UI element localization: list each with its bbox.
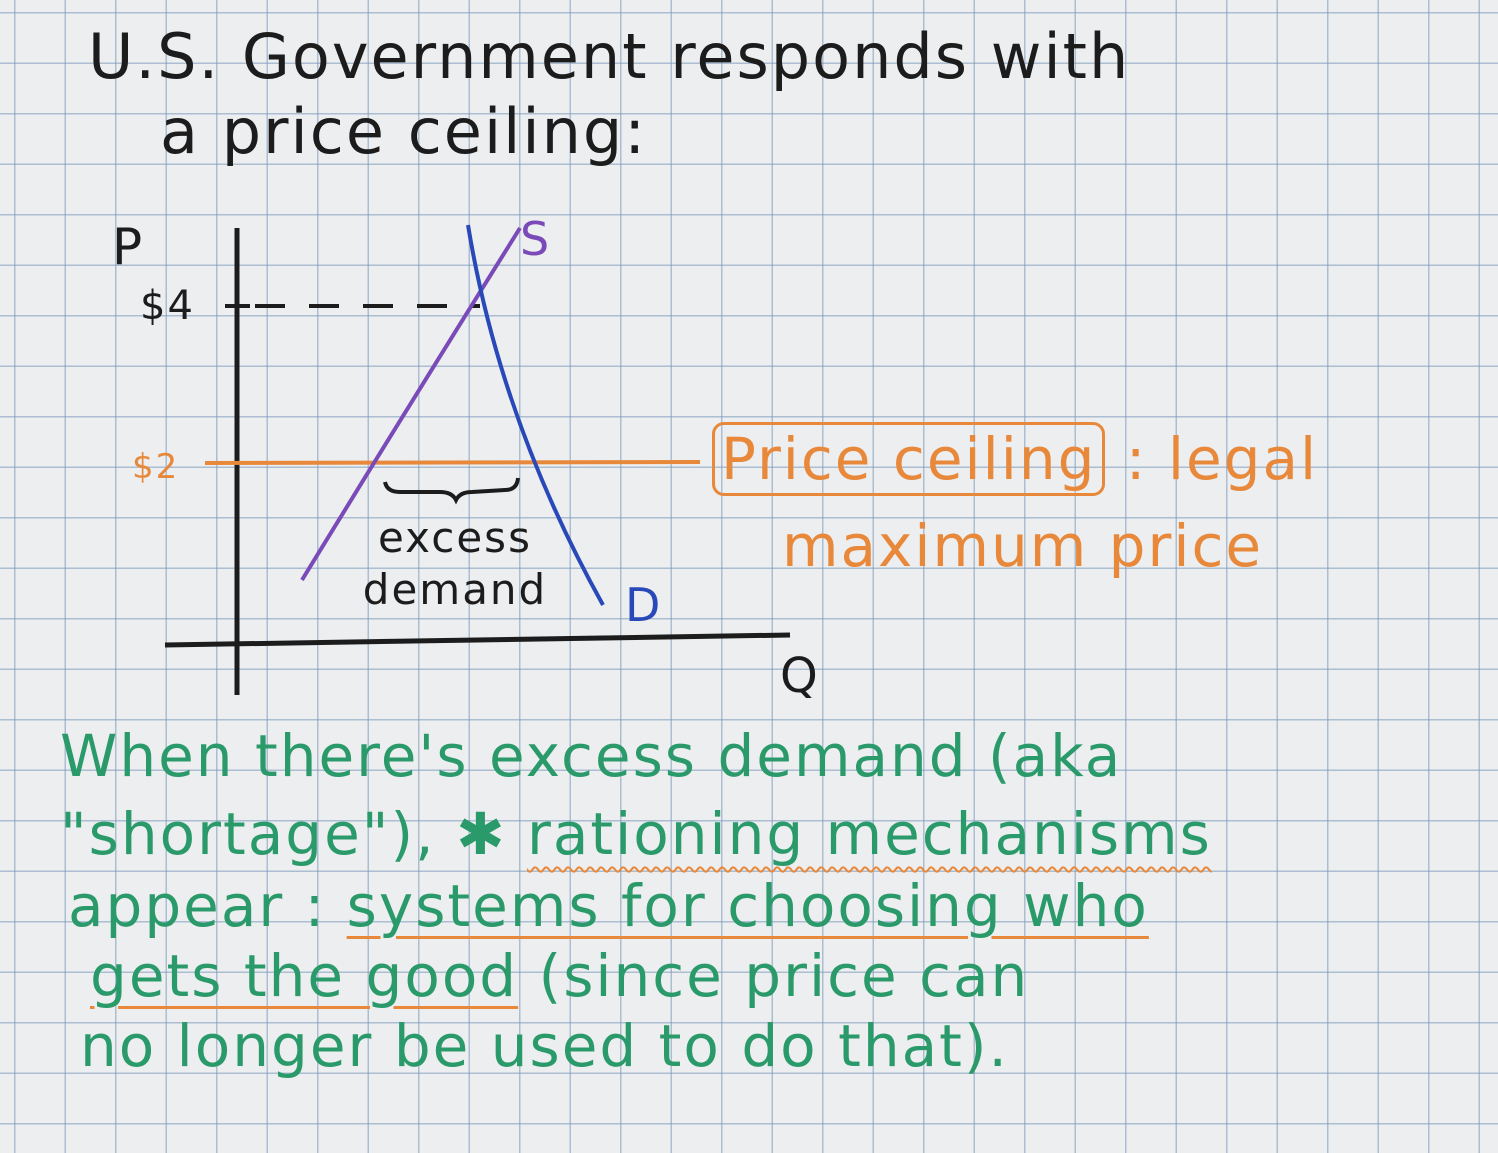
title-line-2: a price ceiling:	[160, 95, 648, 168]
shortage-text: "shortage"),	[60, 800, 436, 868]
tick-label-4: $4	[140, 283, 195, 329]
definition-part-1: legal	[1167, 425, 1319, 493]
paragraph-line-1: When there's excess demand (aka	[60, 722, 1123, 790]
price-ceiling-definition-line-2: maximum price	[782, 512, 1264, 580]
since-price-text: (since price can	[538, 942, 1030, 1010]
quantity-axis-label: Q	[780, 648, 820, 704]
price-axis-label: P	[112, 218, 145, 276]
price-ceiling-definition-line-1	[712, 425, 1318, 493]
excess-demand-label: excess demand	[362, 513, 548, 614]
rationing-mechanisms-term: rationing mechanisms	[527, 800, 1212, 868]
paragraph-line-3	[68, 872, 1149, 940]
gets-the-good-text: gets the good	[90, 942, 519, 1010]
appear-text: appear :	[68, 872, 327, 940]
title-line-1: U.S. Government responds with	[88, 20, 1131, 93]
paragraph-line-4	[90, 942, 1029, 1010]
price-ceiling-term: Price ceiling	[712, 422, 1105, 496]
demand-label: D	[625, 578, 663, 632]
definition-colon: :	[1125, 425, 1148, 493]
paragraph-line-5: no longer be used to do that).	[80, 1012, 1009, 1080]
quantity-axis	[165, 635, 790, 645]
supply-label: S	[520, 212, 552, 266]
paragraph-line-2	[60, 800, 1212, 868]
scribble-mark: ✱	[455, 800, 507, 868]
excess-demand-brace	[385, 478, 518, 500]
systems-for-choosing-text: systems for choosing who	[346, 872, 1149, 940]
tick-label-2: $2	[132, 447, 180, 487]
price-ceiling-line	[205, 462, 700, 463]
